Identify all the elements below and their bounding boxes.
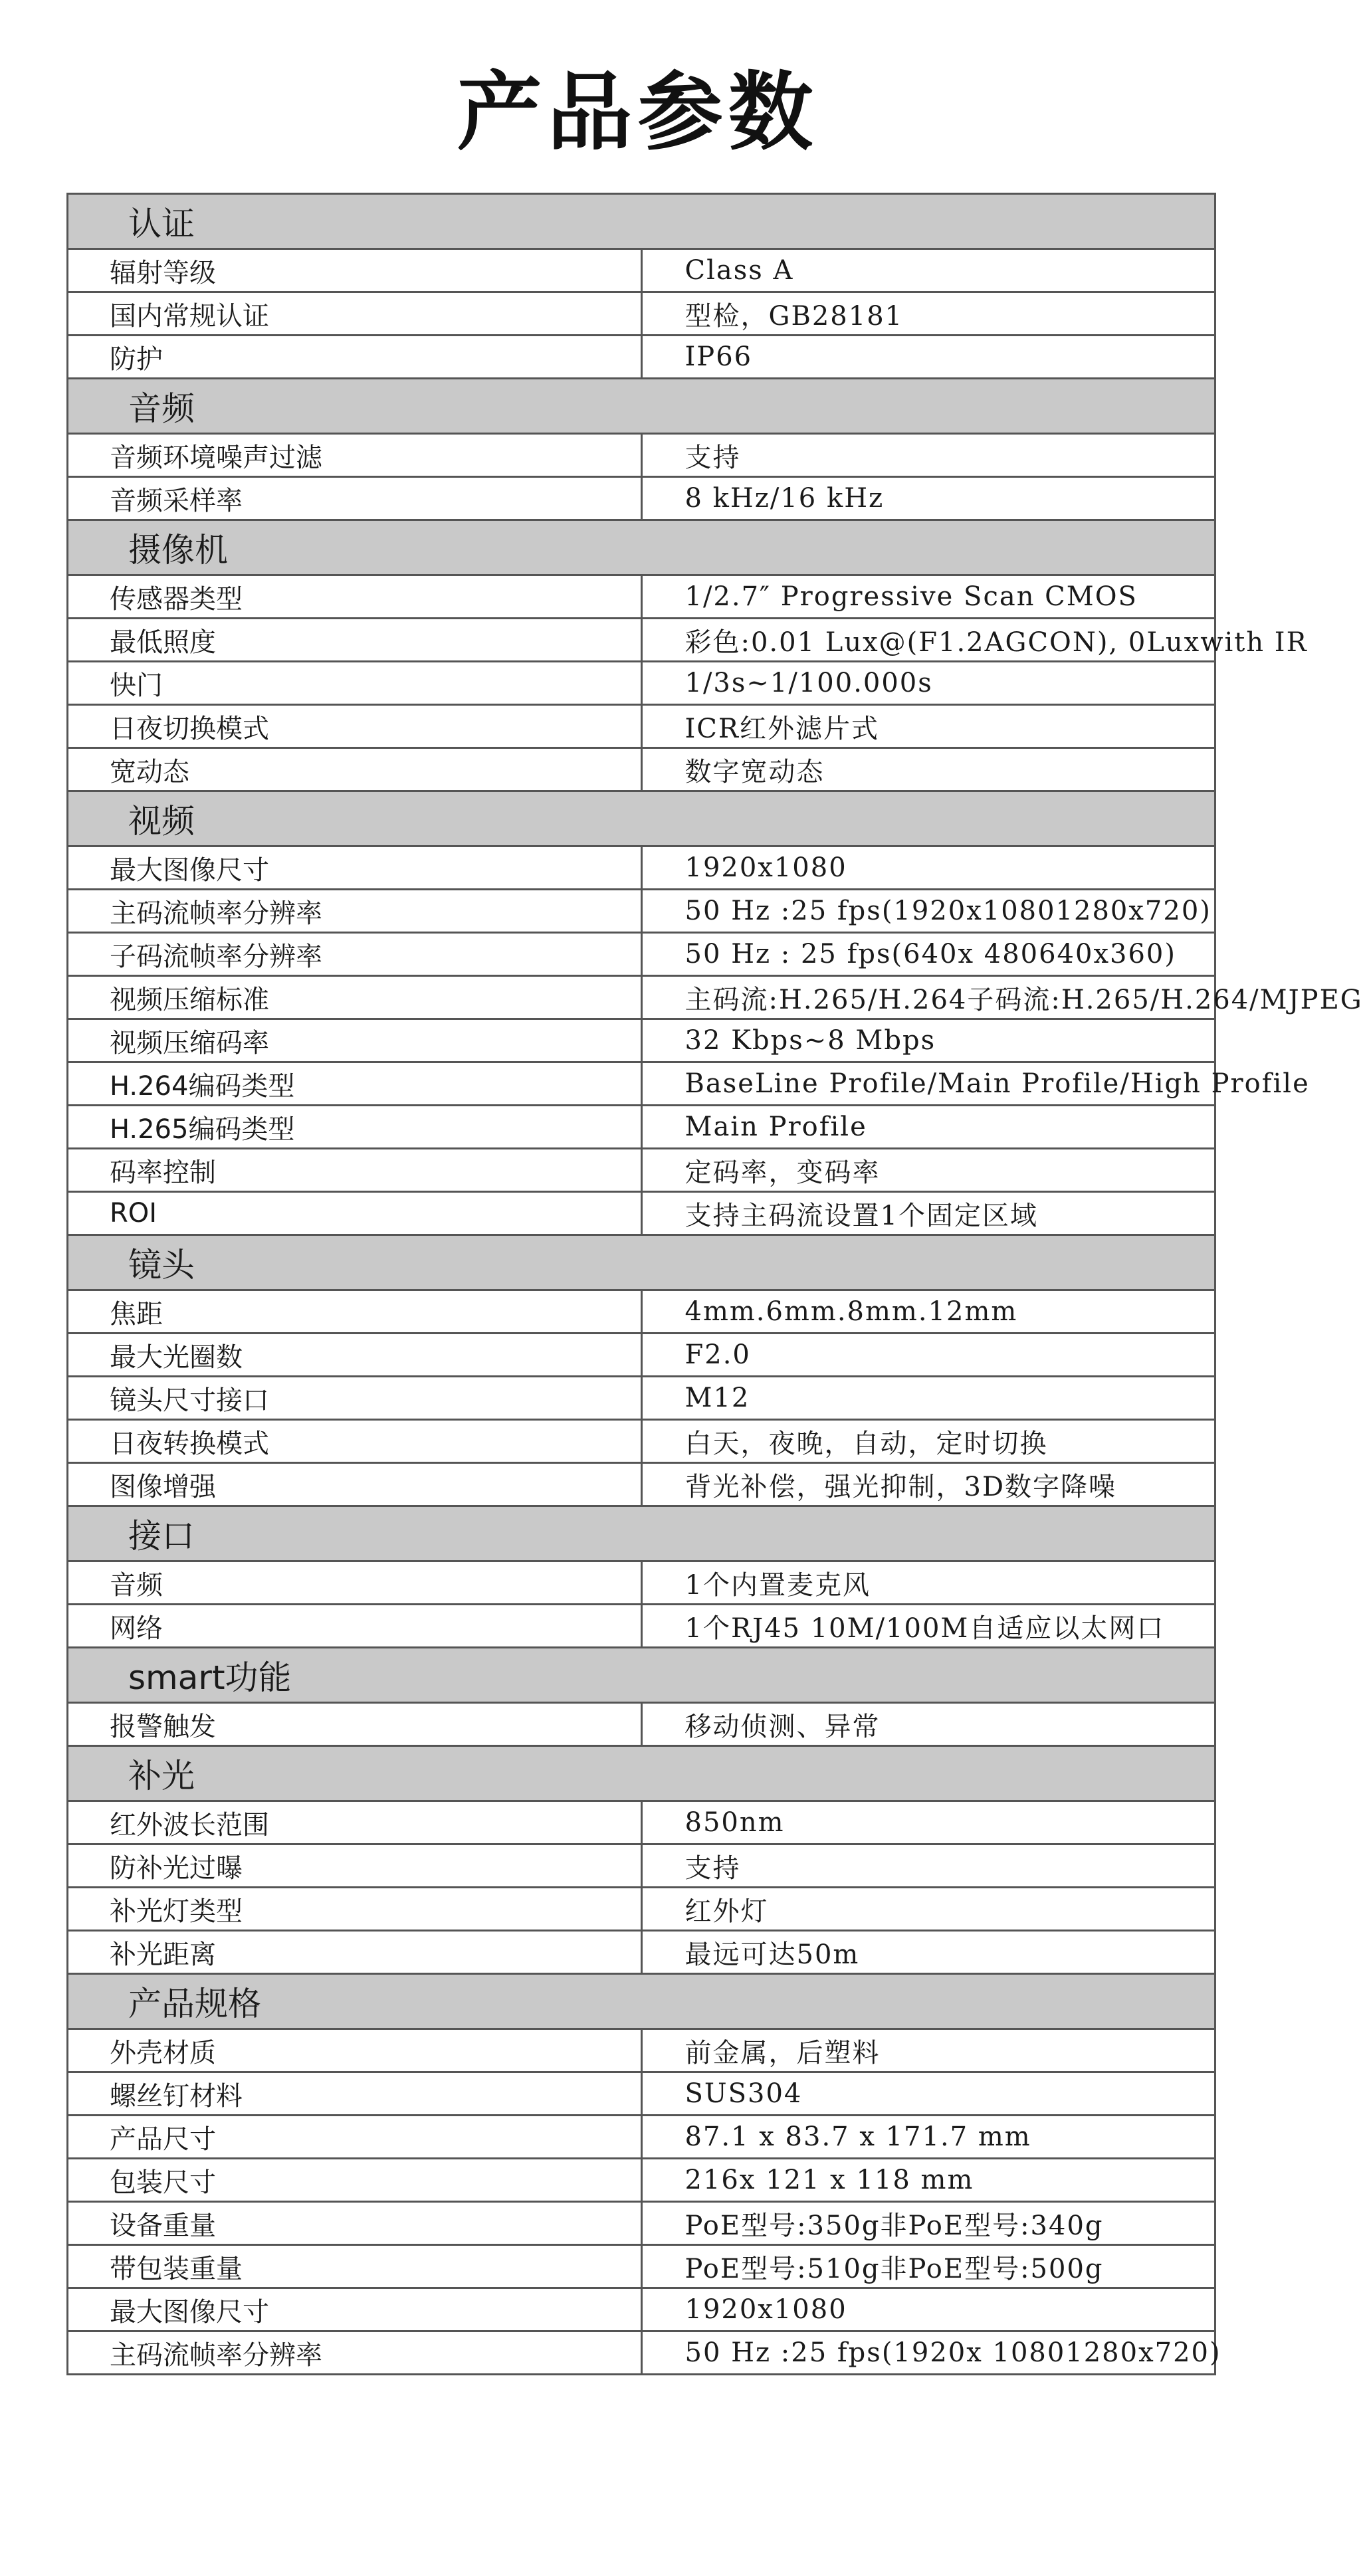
spec-row — [68, 1561, 1215, 1605]
spec-row — [68, 575, 1215, 619]
spec-value: 最远可达50m — [641, 1931, 1215, 1974]
spec-value: F2.0 — [641, 1334, 1215, 1377]
section-title: smart功能 — [68, 1648, 1215, 1703]
spec-label: 视频压缩标准 — [68, 976, 642, 1019]
spec-label: 音频 — [68, 1561, 642, 1605]
spec-table-body — [68, 194, 1363, 2375]
spec-label: 图像增强 — [68, 1463, 642, 1506]
spec-label: 最大图像尺寸 — [68, 846, 642, 890]
spec-value: 前金属，后塑料 — [641, 2029, 1215, 2072]
section-header-row — [68, 1974, 1215, 2029]
spec-label: 补光距离 — [68, 1931, 642, 1974]
spec-value: 850nm — [641, 1801, 1215, 1844]
spec-value: 支持 — [641, 434, 1215, 477]
spec-row — [68, 890, 1215, 933]
spec-row — [68, 2029, 1215, 2072]
spec-label: 辐射等级 — [68, 249, 642, 292]
spec-value: 数字宽动态 — [641, 748, 1215, 791]
spec-label: 报警触发 — [68, 1703, 642, 1746]
spec-value: 型检，GB28181 — [641, 292, 1215, 336]
section-header-row — [68, 194, 1215, 249]
spec-label: 日夜切换模式 — [68, 705, 642, 748]
spec-label: 带包装重量 — [68, 2245, 642, 2288]
spec-label: 产品尺寸 — [68, 2116, 642, 2159]
spec-value: 50 Hz : 25 fps(640x 480640x360) — [641, 933, 1215, 976]
spec-label: 音频环境噪声过滤 — [68, 434, 642, 477]
section-title: 镜头 — [68, 1235, 1215, 1290]
spec-value: 1个RJ45 10M/100M自适应以太网口 — [641, 1605, 1215, 1648]
section-header-row — [68, 791, 1215, 846]
spec-value: ICR红外滤片式 — [641, 705, 1215, 748]
spec-row — [68, 1703, 1215, 1746]
spec-value: 支持主码流设置1个固定区域 — [641, 1192, 1215, 1235]
spec-label: 焦距 — [68, 1290, 642, 1334]
section-title: 音频 — [68, 379, 1215, 434]
spec-row — [68, 1931, 1215, 1974]
spec-row — [68, 619, 1215, 662]
section-header-row — [68, 379, 1215, 434]
spec-row — [68, 292, 1215, 336]
spec-value: 支持 — [641, 1844, 1215, 1888]
spec-row — [68, 976, 1215, 1019]
spec-row — [68, 705, 1215, 748]
spec-label: 最低照度 — [68, 619, 642, 662]
spec-row — [68, 1334, 1215, 1377]
spec-value: 1/3s~1/100.000s — [641, 662, 1215, 705]
spec-row — [68, 477, 1215, 520]
spec-row — [68, 434, 1215, 477]
spec-value: 4mm.6mm.8mm.12mm — [641, 1290, 1215, 1334]
section-title: 接口 — [68, 1506, 1215, 1561]
spec-row — [68, 1844, 1215, 1888]
spec-value: 红外灯 — [641, 1888, 1215, 1931]
spec-value: 50 Hz :25 fps(1920x 10801280x720) — [641, 2331, 1215, 2375]
spec-label: 红外波长范围 — [68, 1801, 642, 1844]
spec-row — [68, 1062, 1215, 1106]
spec-row — [68, 1801, 1215, 1844]
spec-label: 网络 — [68, 1605, 642, 1648]
spec-label: 防补光过曝 — [68, 1844, 642, 1888]
section-title: 摄像机 — [68, 520, 1215, 575]
page-title: 产品参数 — [457, 63, 819, 162]
spec-row — [68, 1420, 1215, 1463]
spec-table — [66, 193, 1363, 2375]
spec-row — [68, 748, 1215, 791]
spec-label: 主码流帧率分辨率 — [68, 890, 642, 933]
spec-row — [68, 1192, 1215, 1235]
spec-value: 移动侦测、异常 — [641, 1703, 1215, 1746]
spec-value: 1个内置麦克风 — [641, 1561, 1215, 1605]
section-title: 视频 — [68, 791, 1215, 846]
spec-label: 码率控制 — [68, 1149, 642, 1192]
spec-label: 螺丝钉材料 — [68, 2072, 642, 2116]
spec-row — [68, 2202, 1215, 2245]
spec-label: 快门 — [68, 662, 642, 705]
spec-label: H.264编码类型 — [68, 1062, 642, 1106]
section-header-row — [68, 1235, 1215, 1290]
spec-row — [68, 2245, 1215, 2288]
section-title: 产品规格 — [68, 1974, 1215, 2029]
spec-label: 最大光圈数 — [68, 1334, 642, 1377]
spec-label: 音频采样率 — [68, 477, 642, 520]
spec-row — [68, 2288, 1215, 2331]
spec-label: 补光灯类型 — [68, 1888, 642, 1931]
spec-value: BaseLine Profile/Main Profile/High Profile — [641, 1062, 1215, 1106]
spec-row — [68, 1377, 1215, 1420]
spec-row — [68, 662, 1215, 705]
spec-value: 1/2.7″ Progressive Scan CMOS — [641, 575, 1215, 619]
spec-value: 1920x1080 — [641, 846, 1215, 890]
spec-label: 国内常规认证 — [68, 292, 642, 336]
spec-value: 216x 121 x 118 mm — [641, 2159, 1215, 2202]
spec-row — [68, 1463, 1215, 1506]
spec-label: 主码流帧率分辨率 — [68, 2331, 642, 2375]
spec-row — [68, 933, 1215, 976]
spec-value: 8 kHz/16 kHz — [641, 477, 1215, 520]
spec-row — [68, 336, 1215, 379]
spec-row — [68, 2331, 1215, 2375]
section-header-row — [68, 1648, 1215, 1703]
spec-label: 包装尺寸 — [68, 2159, 642, 2202]
spec-row — [68, 846, 1215, 890]
spec-label: 日夜转换模式 — [68, 1420, 642, 1463]
spec-label: 视频压缩码率 — [68, 1019, 642, 1062]
section-header-row — [68, 1506, 1215, 1561]
spec-value: 50 Hz :25 fps(1920x10801280x720) — [641, 890, 1215, 933]
spec-label: 子码流帧率分辨率 — [68, 933, 642, 976]
spec-label: H.265编码类型 — [68, 1106, 642, 1149]
spec-value: Main Profile — [641, 1106, 1215, 1149]
section-title: 补光 — [68, 1746, 1215, 1801]
spec-row — [68, 1888, 1215, 1931]
spec-row — [68, 1605, 1215, 1648]
spec-value: 白天，夜晚，自动，定时切换 — [641, 1420, 1215, 1463]
spec-value: 1920x1080 — [641, 2288, 1215, 2331]
spec-row — [68, 2159, 1215, 2202]
spec-value: PoE型号:350g非PoE型号:340g — [641, 2202, 1215, 2245]
section-title: 认证 — [68, 194, 1215, 249]
spec-row — [68, 1106, 1215, 1149]
spec-label: 设备重量 — [68, 2202, 642, 2245]
spec-value: 背光补偿，强光抑制，3D数字降噪 — [641, 1463, 1215, 1506]
section-header-row — [68, 520, 1215, 575]
spec-label: 传感器类型 — [68, 575, 642, 619]
spec-value: 定码率，变码率 — [641, 1149, 1215, 1192]
spec-row — [68, 1290, 1215, 1334]
spec-value: SUS304 — [641, 2072, 1215, 2116]
spec-row — [68, 1019, 1215, 1062]
spec-value: 32 Kbps~8 Mbps — [641, 1019, 1215, 1062]
spec-label: 镜头尺寸接口 — [68, 1377, 642, 1420]
spec-value: M12 — [641, 1377, 1215, 1420]
spec-value: 彩色:0.01 Lux@(F1.2AGCON), 0Luxwith IR — [641, 619, 1215, 662]
spec-value: 87.1 x 83.7 x 171.7 mm — [641, 2116, 1215, 2159]
spec-label: 宽动态 — [68, 748, 642, 791]
spec-row — [68, 2072, 1215, 2116]
spec-label: 外壳材质 — [68, 2029, 642, 2072]
spec-value: Class A — [641, 249, 1215, 292]
spec-value: 主码流:H.265/H.264子码流:H.265/H.264/MJPEG — [641, 976, 1215, 1019]
section-header-row — [68, 1746, 1215, 1801]
spec-label: 最大图像尺寸 — [68, 2288, 642, 2331]
spec-row — [68, 1149, 1215, 1192]
spec-value: IP66 — [641, 336, 1215, 379]
spec-value: PoE型号:510g非PoE型号:500g — [641, 2245, 1215, 2288]
spec-label: ROI — [68, 1192, 642, 1235]
spec-row — [68, 249, 1215, 292]
spec-label: 防护 — [68, 336, 642, 379]
spec-row — [68, 2116, 1215, 2159]
